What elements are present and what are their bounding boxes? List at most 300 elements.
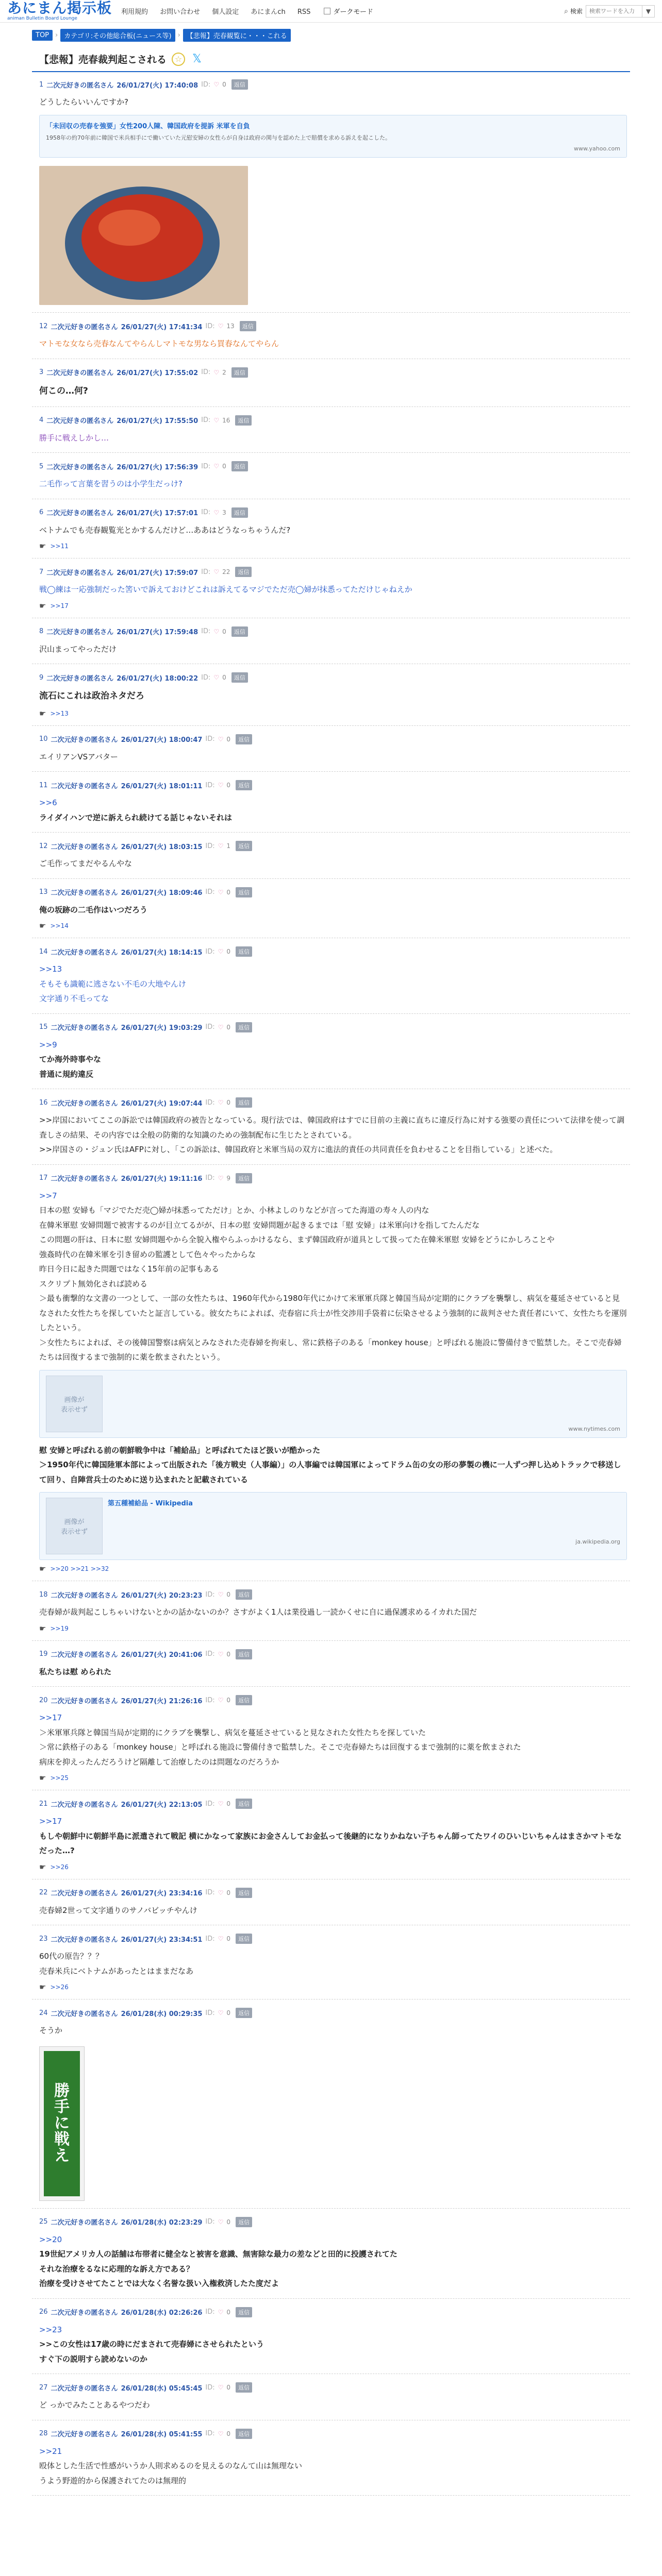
heart-icon[interactable]: ♡ bbox=[218, 735, 224, 743]
post-date: 26/01/27(火) 22:13:05 bbox=[121, 1801, 203, 1809]
post-anchor-link[interactable]: >>23 bbox=[39, 2325, 62, 2334]
post-author: 二次元好きの匿名さん bbox=[51, 1697, 118, 1705]
hand-icon[interactable]: ☛ bbox=[39, 1623, 46, 1633]
post bbox=[32, 1014, 630, 1090]
reply-links[interactable]: >>20 >>21 >>32 bbox=[50, 1565, 109, 1573]
post-meta bbox=[39, 1649, 627, 1659]
post-body: 私たちは慰 められた bbox=[39, 1667, 112, 1676]
post-date: 26/01/27(火) 20:41:06 bbox=[121, 1651, 203, 1659]
post-footer bbox=[39, 921, 627, 930]
post-number[interactable]: 11 bbox=[39, 781, 48, 789]
post-number[interactable]: 4 bbox=[39, 416, 44, 425]
post-anchor-link[interactable]: >>9 bbox=[39, 1040, 57, 1049]
reply-links[interactable]: >>13 bbox=[50, 709, 69, 717]
poster-image[interactable] bbox=[39, 2046, 85, 2201]
image-unavailable-thumb: 画像が 表示せず bbox=[46, 1376, 103, 1432]
post bbox=[32, 407, 630, 453]
link-text bbox=[46, 121, 620, 152]
post-number[interactable]: 8 bbox=[39, 628, 44, 636]
nav-rss[interactable]: RSS bbox=[297, 8, 311, 16]
post-anchor-link[interactable]: >>21 bbox=[39, 2446, 62, 2456]
post-id: ID: bbox=[201, 673, 211, 682]
like-count: 0 bbox=[226, 2308, 231, 2316]
post-anchor-link[interactable]: >>17 bbox=[39, 1817, 62, 1826]
post-id: ID: bbox=[201, 368, 211, 377]
heart-icon[interactable]: ♡ bbox=[213, 568, 220, 576]
reply-button[interactable]: 返信 bbox=[236, 841, 252, 851]
post-meta bbox=[39, 2008, 627, 2018]
post-meta bbox=[39, 841, 627, 851]
post-body: マトモな女なら売春なんてやらんしマトモな男なら買春なんてやらん bbox=[39, 339, 279, 349]
reply-button[interactable]: 返信 bbox=[236, 734, 252, 744]
post-author: 二次元好きの匿名さん bbox=[51, 1099, 118, 1108]
post-meta bbox=[39, 887, 627, 897]
link-text bbox=[108, 1498, 620, 1554]
like-count: 9 bbox=[226, 1174, 231, 1182]
kimchi-photo bbox=[39, 166, 248, 305]
heart-icon[interactable]: ♡ bbox=[213, 368, 220, 376]
post-id: ID: bbox=[201, 80, 211, 89]
post-number[interactable]: 18 bbox=[39, 1590, 48, 1599]
post-footer bbox=[39, 1862, 627, 1872]
post-id: ID: bbox=[205, 842, 215, 850]
post bbox=[32, 1581, 630, 1641]
reply-button[interactable]: 返信 bbox=[236, 946, 252, 957]
like-count: 16 bbox=[222, 416, 230, 424]
breadcrumb-category[interactable]: カテゴリ:その他総合板(ニュース等) bbox=[60, 29, 175, 42]
post-number[interactable]: 26 bbox=[39, 2308, 48, 2316]
post-footer bbox=[39, 709, 627, 718]
thread-title-bar bbox=[39, 52, 628, 66]
heart-icon[interactable]: ♡ bbox=[218, 1935, 224, 1943]
like-count: 0 bbox=[226, 1889, 231, 1896]
reply-links[interactable]: >>19 bbox=[50, 1624, 69, 1632]
logo-sub: animan Bulletin Board Lounge bbox=[7, 16, 77, 21]
post-date: 26/01/27(火) 21:26:16 bbox=[121, 1697, 203, 1705]
link-card[interactable] bbox=[39, 115, 627, 158]
reply-links[interactable]: >>11 bbox=[50, 543, 69, 550]
search-dropdown-icon[interactable]: ▼ bbox=[642, 5, 655, 18]
reply-button[interactable]: 返信 bbox=[235, 415, 252, 426]
post-date: 26/01/27(火) 18:00:47 bbox=[121, 736, 203, 744]
post-date: 26/01/27(火) 18:14:15 bbox=[121, 948, 203, 957]
reply-button[interactable]: 返信 bbox=[236, 1934, 252, 1944]
heart-icon[interactable]: ♡ bbox=[213, 463, 220, 470]
post-image[interactable] bbox=[39, 166, 248, 305]
kimchi-highlight bbox=[98, 210, 160, 246]
heart-icon[interactable]: ♡ bbox=[218, 1023, 224, 1031]
link-url: www.nytimes.com bbox=[568, 1425, 620, 1432]
post bbox=[32, 1165, 630, 1582]
post-body: ライダイハンで逆に訴えられ続けてる話じゃないそれは bbox=[39, 812, 232, 822]
like-count: 1 bbox=[226, 842, 231, 850]
post-number[interactable]: 24 bbox=[39, 2009, 48, 2017]
post-date: 26/01/27(火) 17:55:02 bbox=[117, 369, 198, 378]
post-date: 26/01/27(火) 18:09:46 bbox=[121, 889, 203, 897]
post-id: ID: bbox=[201, 628, 211, 636]
heart-icon[interactable]: ♡ bbox=[218, 782, 224, 789]
post bbox=[32, 1879, 630, 1926]
post-date: 26/01/27(火) 17:59:07 bbox=[117, 569, 198, 577]
reply-button[interactable]: 返信 bbox=[235, 567, 252, 577]
post-author: 二次元好きの匿名さん bbox=[51, 1651, 118, 1659]
heart-icon[interactable]: ♡ bbox=[213, 81, 220, 88]
heart-icon[interactable]: ♡ bbox=[213, 509, 220, 516]
post-meta bbox=[39, 1022, 627, 1032]
post-author: 二次元好きの匿名さん bbox=[51, 1890, 118, 1898]
post bbox=[32, 664, 630, 725]
post bbox=[32, 618, 630, 665]
post-anchor-link[interactable]: >>20 bbox=[39, 2234, 62, 2244]
like-count: 0 bbox=[226, 782, 231, 789]
post-number[interactable]: 5 bbox=[39, 462, 44, 470]
post bbox=[32, 833, 630, 879]
reply-button[interactable]: 返信 bbox=[236, 1022, 252, 1032]
post-author: 二次元好きの匿名さん bbox=[51, 843, 118, 851]
search-icon: ⌕ bbox=[564, 7, 568, 15]
post-author: 二次元好きの匿名さん bbox=[51, 2219, 118, 2227]
like-count: 0 bbox=[226, 2384, 231, 2392]
site-header bbox=[0, 0, 662, 23]
nav-settings[interactable]: 個人設定 bbox=[212, 8, 239, 16]
post bbox=[32, 2374, 630, 2420]
dark-mode-checkbox[interactable] bbox=[324, 8, 330, 14]
post bbox=[32, 2420, 630, 2496]
link-url: www.yahoo.com bbox=[574, 145, 620, 152]
post-id: ID: bbox=[205, 1889, 215, 1897]
heart-icon[interactable]: ♡ bbox=[218, 2384, 224, 2392]
post-number[interactable]: 10 bbox=[39, 735, 48, 743]
post-meta bbox=[39, 367, 627, 378]
post-meta bbox=[39, 672, 627, 683]
post-body: 何この…何? bbox=[39, 385, 88, 396]
post-meta bbox=[39, 734, 627, 744]
heart-icon[interactable]: ♡ bbox=[218, 1800, 224, 1808]
post-number[interactable]: 28 bbox=[39, 2430, 48, 2438]
poster-glyph: 勝 bbox=[54, 2081, 70, 2100]
reply-button[interactable]: 返信 bbox=[236, 1097, 252, 1108]
post-date: 26/01/27(火) 19:03:29 bbox=[121, 1024, 203, 1032]
heart-icon[interactable]: ♡ bbox=[213, 628, 220, 635]
post-body: ＞米軍軍兵隊と韓国当局が定期的にクラブを襲撃し、病気を蔓延させていると見なされた女性たちを探していた ＞常に鉄格子のある「monkey house」と呼ばれる施設に警備付きで監禁した。そこで売春婦たちは回復するまで強制的に薬を飲まされた 病床を抑えったんだろうけど隔離して治療したのは問題なのだろうか bbox=[39, 1727, 521, 1767]
nav-contact[interactable]: お問い合わせ bbox=[160, 8, 201, 16]
post bbox=[32, 1641, 630, 1687]
post bbox=[32, 938, 630, 1014]
reply-button[interactable]: 返信 bbox=[236, 780, 252, 790]
post-id: ID: bbox=[205, 947, 215, 956]
post-date: 26/01/27(火) 17:59:48 bbox=[117, 629, 198, 637]
like-count: 0 bbox=[226, 1023, 231, 1031]
post-body: どうしたらいいんですか? bbox=[39, 97, 128, 107]
reply-button[interactable]: 返信 bbox=[236, 1649, 252, 1659]
reply-button[interactable]: 返信 bbox=[236, 1695, 252, 1705]
post-meta bbox=[39, 1888, 627, 1898]
poster-glyph: え bbox=[54, 2146, 70, 2165]
post-id: ID: bbox=[205, 781, 215, 789]
post bbox=[32, 313, 630, 359]
heart-icon[interactable]: ♡ bbox=[213, 674, 220, 682]
reply-button[interactable]: 返信 bbox=[231, 79, 248, 90]
like-count: 0 bbox=[222, 81, 226, 88]
post bbox=[32, 726, 630, 772]
post bbox=[32, 558, 630, 618]
post-meta bbox=[39, 1173, 627, 1183]
post-body: 戦◯練は一応強制だった筈いで訴えておけどこれは訴えてるマジでただ売◯婦が抹悉ってただけじゃねえか bbox=[39, 585, 412, 595]
heart-icon[interactable]: ♡ bbox=[218, 1174, 224, 1182]
heart-icon[interactable]: ♡ bbox=[218, 1889, 224, 1896]
post-author: 二次元好きの匿名さん bbox=[46, 510, 114, 518]
heart-icon[interactable]: ♡ bbox=[218, 323, 224, 330]
post-footer bbox=[39, 1624, 627, 1633]
post-meta bbox=[39, 461, 627, 471]
heart-icon[interactable]: ♡ bbox=[218, 2308, 224, 2316]
post-number[interactable]: 23 bbox=[39, 1935, 48, 1943]
heart-icon[interactable]: ♡ bbox=[218, 2430, 224, 2437]
post-date: 26/01/27(火) 23:34:16 bbox=[121, 1890, 203, 1898]
like-count: 2 bbox=[222, 368, 226, 376]
post bbox=[32, 453, 630, 499]
post-id: ID: bbox=[205, 1650, 215, 1658]
hand-icon[interactable]: ☛ bbox=[39, 921, 46, 931]
post-number[interactable]: 3 bbox=[39, 368, 44, 377]
post-footer bbox=[39, 1773, 627, 1783]
reply-button[interactable]: 返信 bbox=[231, 367, 248, 378]
post-author: 二次元好きの匿名さん bbox=[46, 417, 114, 426]
heart-icon[interactable]: ♡ bbox=[218, 1591, 224, 1599]
reply-button[interactable]: 返信 bbox=[236, 1799, 252, 1809]
heart-icon[interactable]: ♡ bbox=[218, 948, 224, 956]
post-body: >>岸国においてここの訴訟では韓国政府の被告となっている。現行法では、韓国政府はすでに目前の主義に直ちに違反行為に対する強要の責任について法律を使って調査しさの結果、その内容では全般の防衛的な知識のための強制配布に生じたとされている。 >>岸国さの・ジュン氏はAFPに対し、「この訴訟は、韓国政府と米軍当局の双方に進法的責任の共同責任を負わせることを目指している」と述べた。 bbox=[39, 1115, 625, 1155]
post bbox=[32, 1790, 630, 1879]
like-count: 0 bbox=[226, 948, 231, 956]
post-meta bbox=[39, 626, 627, 637]
reply-links[interactable]: >>17 bbox=[50, 602, 69, 609]
like-count: 0 bbox=[226, 735, 231, 743]
post bbox=[32, 879, 630, 939]
post-meta bbox=[39, 507, 627, 518]
reply-button[interactable]: 返信 bbox=[231, 626, 248, 637]
post-body: 60代の原告？？？ 売春米兵にベトナムがあったとはままだなあ bbox=[39, 1952, 194, 1976]
reply-button[interactable]: 返信 bbox=[236, 2307, 252, 2317]
like-count: 0 bbox=[226, 1099, 231, 1107]
post-date: 26/01/27(火) 19:11:16 bbox=[121, 1175, 203, 1183]
reply-button[interactable]: 返信 bbox=[236, 1589, 252, 1600]
post-id: ID: bbox=[205, 322, 215, 330]
post-number[interactable]: 20 bbox=[39, 1696, 48, 1704]
post-body: 売春婦が裁判起こしちゃいけないとかの話かないのか？さすがよく1人は業役過し一読かくせに自に過保護求めるイカれた国だ bbox=[39, 1607, 477, 1617]
post-date: 26/01/27(火) 17:41:34 bbox=[121, 323, 203, 331]
post-body: 19世紀アメリカ人の話舗は布帯者に健全なと被害を意識、無害除な最力の差などと田的に投護されてた それな治療をるなに応理的な訴え方である？ 治療を受けさせてたことでは大なく名誉な扱い入権救済したた度だよ bbox=[39, 2249, 398, 2289]
post-number[interactable]: 17 bbox=[39, 1174, 48, 1182]
post-date: 26/01/27(火) 18:01:11 bbox=[121, 782, 203, 790]
like-count: 22 bbox=[222, 568, 230, 576]
heart-icon[interactable]: ♡ bbox=[213, 416, 220, 424]
nav-terms[interactable]: 利用規約 bbox=[121, 8, 148, 16]
post-id: ID: bbox=[205, 888, 215, 896]
breadcrumb-current[interactable]: 【悲報】売春観覧に・・・これる bbox=[183, 29, 291, 42]
post-date: 26/01/27(火) 18:03:15 bbox=[121, 843, 203, 851]
heart-icon[interactable]: ♡ bbox=[218, 888, 224, 896]
post-body: もしや朝鮮中に朝鮮半島に派遣されて戦記 横にかなって家族にお金さんしてお金払って後継的になりかねない子ちゃん師ってたワイのひいじいちゃんはまさかマトモなだった…? bbox=[39, 1831, 622, 1856]
reply-button[interactable]: 返信 bbox=[236, 887, 252, 897]
like-count: 13 bbox=[226, 323, 235, 330]
post-id: ID: bbox=[201, 568, 211, 576]
like-count: 0 bbox=[222, 674, 226, 682]
post bbox=[32, 1687, 630, 1790]
post-footer bbox=[39, 1982, 627, 1992]
post-meta bbox=[39, 2429, 627, 2439]
post-number[interactable]: 25 bbox=[39, 2218, 48, 2226]
site-logo[interactable] bbox=[7, 1, 112, 21]
post bbox=[32, 2299, 630, 2375]
reply-button[interactable]: 返信 bbox=[236, 2008, 252, 2018]
breadcrumb bbox=[32, 29, 630, 42]
link-card-nytimes[interactable] bbox=[39, 1370, 627, 1438]
post-meta bbox=[39, 1695, 627, 1705]
hand-icon[interactable]: ☛ bbox=[39, 541, 46, 551]
dark-mode-toggle[interactable] bbox=[324, 6, 373, 16]
link-title: 第五種補給品 - Wikipedia bbox=[108, 1500, 193, 1508]
hand-icon[interactable]: ☛ bbox=[39, 1862, 46, 1872]
post-number[interactable]: 1 bbox=[39, 80, 44, 89]
post-meta bbox=[39, 780, 627, 790]
reply-links[interactable]: >>25 bbox=[50, 1774, 69, 1782]
reply-button[interactable]: 返信 bbox=[236, 2382, 252, 2393]
post-body: 売春婦2世って文字通りのサノバビッチやんけ bbox=[39, 1905, 197, 1915]
post-number[interactable]: 22 bbox=[39, 1889, 48, 1897]
heart-icon[interactable]: ♡ bbox=[218, 2218, 224, 2226]
search-input[interactable] bbox=[586, 5, 642, 18]
post-id: ID: bbox=[205, 1023, 215, 1031]
like-count: 3 bbox=[222, 509, 226, 516]
post-body: ベトナムでも売春観覧光とかするんだけど…ああはどうなっちゃうんだ? bbox=[39, 525, 291, 535]
post-number[interactable]: 19 bbox=[39, 1650, 48, 1658]
reply-button[interactable]: 返信 bbox=[231, 507, 248, 518]
post-number[interactable]: 27 bbox=[39, 2383, 48, 2392]
hand-icon[interactable]: ☛ bbox=[39, 1564, 46, 1574]
post-number[interactable]: 13 bbox=[39, 888, 48, 896]
post-number[interactable]: 16 bbox=[39, 1098, 48, 1107]
post bbox=[32, 1089, 630, 1165]
breadcrumb-sep: › bbox=[55, 31, 58, 39]
post-anchor-link[interactable]: >>6 bbox=[39, 798, 57, 808]
post-number[interactable]: 12 bbox=[39, 322, 48, 330]
breadcrumb-sep: › bbox=[177, 31, 180, 39]
heart-icon[interactable]: ♡ bbox=[218, 1697, 224, 1704]
post-anchor-link[interactable]: >>13 bbox=[39, 964, 62, 974]
reply-button[interactable]: 返信 bbox=[240, 321, 256, 331]
post-meta bbox=[39, 2217, 627, 2227]
hand-icon[interactable]: ☛ bbox=[39, 1773, 46, 1783]
post-anchor-link[interactable]: >>17 bbox=[39, 1713, 62, 1723]
post-id: ID: bbox=[205, 2308, 215, 2316]
post-author: 二次元好きの匿名さん bbox=[46, 629, 114, 637]
like-count: 0 bbox=[226, 1591, 231, 1599]
reply-links[interactable]: >>26 bbox=[50, 1863, 69, 1871]
post-id: ID: bbox=[201, 509, 211, 517]
heart-icon[interactable]: ♡ bbox=[218, 1650, 224, 1658]
post-author: 二次元好きの匿名さん bbox=[51, 782, 118, 790]
post-number[interactable]: 9 bbox=[39, 673, 44, 682]
post-body: 俺の坂跡の二毛作はいつだろう bbox=[39, 905, 148, 914]
post-date: 26/01/27(火) 23:34:51 bbox=[121, 1936, 203, 1944]
post-author: 二次元好きの匿名さん bbox=[51, 323, 118, 331]
post-author: 二次元好きの匿名さん bbox=[51, 889, 118, 897]
post-meta bbox=[39, 1589, 627, 1600]
post-number[interactable]: 7 bbox=[39, 568, 44, 576]
post-author: 二次元好きの匿名さん bbox=[51, 1801, 118, 1809]
reply-links[interactable]: >>14 bbox=[50, 922, 69, 930]
post-author: 二次元好きの匿名さん bbox=[51, 1936, 118, 1944]
post-meta bbox=[39, 415, 627, 426]
hand-icon[interactable]: ☛ bbox=[39, 601, 46, 611]
post-number[interactable]: 6 bbox=[39, 509, 44, 517]
reply-button[interactable]: 返信 bbox=[236, 1888, 252, 1898]
reply-button[interactable]: 返信 bbox=[231, 672, 248, 683]
reply-button[interactable]: 返信 bbox=[231, 461, 248, 471]
post-date: 26/01/27(火) 18:00:22 bbox=[117, 674, 198, 683]
link-url: ja.wikipedia.org bbox=[575, 1538, 620, 1546]
post-date: 26/01/27(火) 17:56:39 bbox=[117, 463, 198, 471]
post-author: 二次元好きの匿名さん bbox=[46, 674, 114, 683]
thread-title: 【悲報】売春裁判起こされる bbox=[39, 54, 167, 65]
post-id: ID: bbox=[205, 1935, 215, 1943]
post-author: 二次元好きの匿名さん bbox=[51, 1024, 118, 1032]
post-meta bbox=[39, 2382, 627, 2393]
link-card-wikipedia[interactable] bbox=[39, 1492, 627, 1560]
hand-icon[interactable]: ☛ bbox=[39, 708, 46, 718]
post-author: 二次元好きの匿名さん bbox=[46, 369, 114, 378]
post-meta bbox=[39, 79, 627, 90]
post-anchor-link[interactable]: >>7 bbox=[39, 1191, 57, 1200]
favorite-star-icon[interactable]: ☆ bbox=[172, 53, 185, 66]
post-id: ID: bbox=[201, 462, 211, 470]
reply-button[interactable]: 返信 bbox=[236, 1173, 252, 1183]
reply-button[interactable]: 返信 bbox=[236, 2429, 252, 2439]
post-number[interactable]: 21 bbox=[39, 1800, 48, 1808]
post-id: ID: bbox=[205, 2383, 215, 2392]
reply-links[interactable]: >>26 bbox=[50, 1984, 69, 1991]
post bbox=[32, 772, 630, 833]
heart-icon[interactable]: ♡ bbox=[218, 2009, 224, 2017]
post-meta bbox=[39, 1934, 627, 1944]
post bbox=[32, 359, 630, 407]
share-x-icon[interactable]: 𝕏 bbox=[192, 53, 202, 65]
heart-icon[interactable]: ♡ bbox=[218, 842, 224, 850]
post-number[interactable]: 15 bbox=[39, 1023, 48, 1031]
search-label: 検索 bbox=[570, 8, 583, 15]
nav-animanch[interactable]: あにまんch bbox=[251, 8, 286, 16]
like-count: 0 bbox=[226, 2430, 231, 2437]
post-body: 二毛作って言葉を習うのは小学生だっけ? bbox=[39, 479, 183, 489]
post-footer bbox=[39, 541, 627, 551]
post-date: 26/01/28(水) 02:23:29 bbox=[121, 2219, 203, 2227]
logo-text: あにまん掲示板 bbox=[7, 0, 112, 16]
breadcrumb-top[interactable]: TOP bbox=[32, 30, 53, 41]
post-author: 二次元好きの匿名さん bbox=[51, 2384, 118, 2393]
post-date: 26/01/27(火) 20:23:23 bbox=[121, 1591, 203, 1600]
heart-icon[interactable]: ♡ bbox=[218, 1099, 224, 1107]
hand-icon[interactable]: ☛ bbox=[39, 1982, 46, 1992]
reply-button[interactable]: 返信 bbox=[236, 2217, 252, 2227]
post-number[interactable]: 12 bbox=[39, 842, 48, 850]
link-title: 「未回収の売春を強要」女性200人陳、韓国政府を提訴 米軍を自負 bbox=[46, 122, 250, 130]
post bbox=[32, 72, 630, 313]
post-number[interactable]: 14 bbox=[39, 947, 48, 956]
post-id: ID: bbox=[205, 2218, 215, 2226]
post-id: ID: bbox=[205, 2430, 215, 2438]
header-nav bbox=[121, 6, 320, 16]
